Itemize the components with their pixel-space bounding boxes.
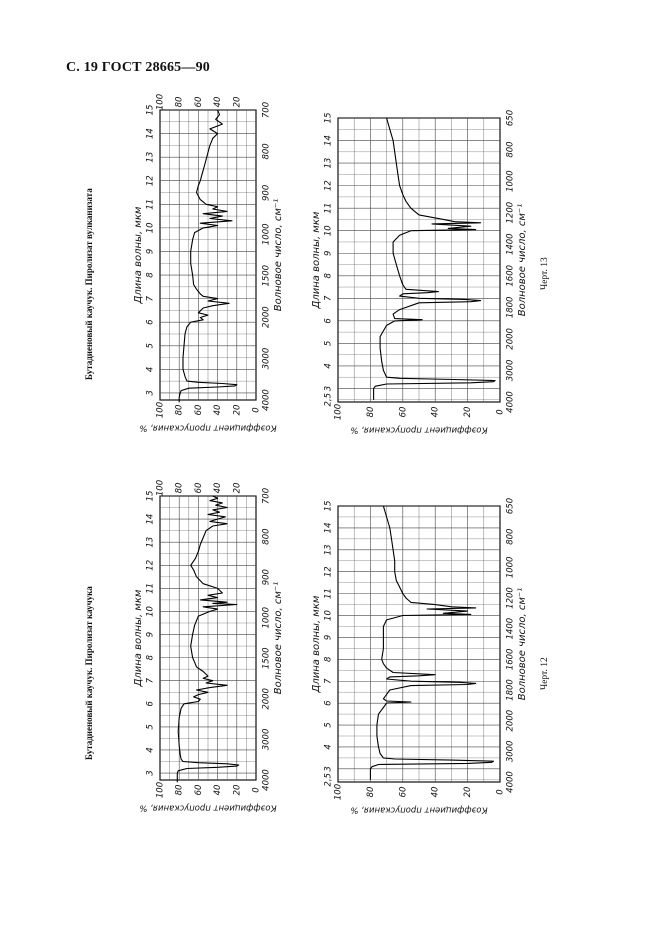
tick-label-transmittance: 40 bbox=[430, 406, 441, 418]
tick-label-wavelength: 5 bbox=[145, 724, 156, 730]
tick-label-wavelength: 14 bbox=[145, 513, 156, 525]
tick-label-transmittance-top: 40 bbox=[213, 482, 224, 494]
tick-label-wavelength: 3 bbox=[145, 390, 156, 396]
tick-label-wavelength: 14 bbox=[323, 522, 334, 534]
tick-label-wavelength: 2,5 bbox=[323, 773, 334, 787]
tick-label-wavenumber: 800 bbox=[505, 141, 516, 158]
tick-label-wavelength: 10 bbox=[145, 606, 156, 617]
chart-c12b bbox=[311, 498, 528, 815]
tick-label-wavelength: 14 bbox=[323, 135, 334, 146]
tick-label-wavenumber: 1800 bbox=[505, 296, 516, 319]
tick-label-wavenumber: 1000 bbox=[505, 170, 516, 192]
tick-label-wavenumber: 700 bbox=[261, 101, 272, 119]
tick-label-transmittance-top: 20 bbox=[232, 96, 243, 108]
axis-title-wavelength: Длина волны, мкм bbox=[133, 589, 144, 687]
tick-label-wavelength: 12 bbox=[323, 180, 334, 192]
tick-label-wavelength: 10 bbox=[323, 225, 334, 237]
axis-title-transmittance: Коэффициент пропускания, % bbox=[139, 802, 277, 813]
tick-label-wavelength: 6 bbox=[145, 701, 156, 707]
tick-label-wavelength: 11 bbox=[145, 582, 156, 594]
tick-label-wavenumber: 4000 bbox=[505, 391, 516, 413]
tick-label-transmittance: 100 bbox=[333, 403, 344, 421]
tick-label-wavelength: 12 bbox=[323, 566, 334, 578]
tick-label-transmittance: 60 bbox=[398, 406, 409, 418]
chart-c13a bbox=[133, 94, 284, 433]
figure-label-13: Черт. 13 bbox=[540, 257, 550, 290]
tick-label-wavenumber: 2000 bbox=[505, 328, 516, 350]
tick-label-wavelength: 9 bbox=[323, 250, 334, 256]
tick-label-wavelength: 8 bbox=[145, 272, 156, 278]
tick-label-transmittance: 80 bbox=[365, 786, 376, 798]
tick-label-wavelength: 10 bbox=[145, 222, 156, 234]
tick-label-wavenumber: 1600 bbox=[505, 648, 516, 671]
tick-label-wavelength: 11 bbox=[323, 588, 334, 600]
axis-title-wavenumber: Волновое число, см⁻¹ bbox=[517, 587, 528, 701]
tick-label-transmittance-top: 40 bbox=[213, 96, 224, 108]
tick-label-wavenumber: 2000 bbox=[505, 709, 516, 732]
tick-label-wavelength: 15 bbox=[323, 112, 334, 124]
tick-label-transmittance: 80 bbox=[365, 406, 376, 418]
axis-title-wavenumber: Волновое число, см⁻¹ bbox=[517, 203, 528, 317]
tick-label-wavelength: 7 bbox=[145, 678, 156, 684]
tick-label-wavelength: 11 bbox=[145, 198, 156, 210]
tick-label-wavelength: 13 bbox=[145, 151, 156, 163]
tick-label-transmittance: 0 bbox=[495, 409, 506, 415]
tick-label-wavenumber: 3000 bbox=[261, 728, 272, 751]
axis-title-transmittance: Коэффициент пропускания, % bbox=[350, 424, 488, 435]
tick-label-wavelength: 5 bbox=[323, 722, 334, 728]
tick-label-wavelength: 7 bbox=[323, 295, 334, 302]
tick-label-wavenumber: 4000 bbox=[505, 771, 516, 793]
tick-label-wavelength: 7 bbox=[145, 295, 156, 302]
tick-label-transmittance: 60 bbox=[193, 404, 204, 416]
tick-label-transmittance-top: 80 bbox=[174, 96, 185, 108]
tick-label-transmittance-top: 60 bbox=[193, 482, 204, 494]
tick-label-transmittance: 40 bbox=[213, 784, 224, 796]
tick-label-wavelength: 14 bbox=[145, 128, 156, 139]
tick-label-wavelength: 15 bbox=[145, 104, 156, 116]
tick-label-transmittance: 20 bbox=[232, 784, 243, 796]
tick-label-wavelength: 7 bbox=[323, 678, 334, 684]
tick-label-transmittance: 100 bbox=[155, 401, 166, 419]
axis-title-wavelength: Длина волны, мкм bbox=[133, 206, 144, 304]
tick-label-transmittance: 40 bbox=[213, 404, 224, 416]
tick-label-wavenumber: 650 bbox=[505, 497, 516, 515]
tick-label-wavelength: 3 bbox=[323, 766, 334, 772]
spectrum-line bbox=[370, 506, 493, 780]
column-title-left: Бутадиеновый каучук. Пиролизат каучука bbox=[84, 586, 94, 760]
column-title-right: Бутадиеновый каучук. Пиролизат вулканизата bbox=[84, 188, 94, 380]
tick-label-wavelength: 3 bbox=[145, 770, 156, 776]
tick-label-wavenumber: 3000 bbox=[505, 359, 516, 382]
tick-label-wavelength: 2,5 bbox=[323, 392, 334, 407]
tick-label-wavenumber: 700 bbox=[261, 487, 272, 505]
tick-label-transmittance: 20 bbox=[463, 786, 474, 798]
tick-label-wavelength: 4 bbox=[323, 363, 334, 369]
tick-label-wavenumber: 1500 bbox=[261, 647, 272, 670]
tick-label-wavenumber: 800 bbox=[505, 528, 516, 545]
tick-label-wavelength: 9 bbox=[323, 634, 334, 641]
tick-label-transmittance-top: 100 bbox=[155, 479, 166, 497]
tick-label-transmittance: 20 bbox=[463, 406, 474, 418]
tick-label-wavenumber: 2000 bbox=[261, 688, 272, 710]
tick-label-wavenumber: 800 bbox=[261, 143, 272, 160]
tick-label-wavelength: 13 bbox=[145, 536, 156, 548]
tick-label-wavenumber: 1400 bbox=[505, 233, 516, 256]
tick-label-wavenumber: 650 bbox=[505, 109, 516, 127]
tick-label-wavenumber: 3000 bbox=[505, 740, 516, 763]
tick-label-wavelength: 8 bbox=[323, 273, 334, 279]
axis-title-transmittance: Коэффициент пропускания, % bbox=[350, 804, 488, 815]
tick-label-wavelength: 9 bbox=[145, 248, 156, 255]
tick-label-transmittance: 60 bbox=[398, 786, 409, 798]
tick-label-wavelength: 9 bbox=[145, 631, 156, 638]
tick-label-wavelength: 8 bbox=[145, 654, 156, 661]
spectrum-line bbox=[374, 118, 496, 400]
tick-label-wavenumber: 1600 bbox=[505, 264, 516, 287]
tick-label-wavelength: 10 bbox=[323, 610, 334, 621]
tick-label-transmittance: 60 bbox=[193, 784, 204, 796]
tick-label-transmittance-top: 100 bbox=[155, 93, 166, 111]
tick-label-wavelength: 3 bbox=[323, 385, 334, 392]
tick-label-transmittance: 40 bbox=[430, 786, 441, 798]
tick-label-wavenumber: 1000 bbox=[261, 606, 272, 629]
axis-title-wavenumber: Волновое число, см⁻¹ bbox=[273, 198, 284, 312]
chart-c12a bbox=[133, 480, 284, 813]
tick-label-wavelength: 8 bbox=[323, 656, 334, 663]
page-header: С. 19 ГОСТ 28665—90 bbox=[66, 60, 210, 75]
tick-label-transmittance: 80 bbox=[174, 404, 185, 416]
axis-title-wavenumber: Волновое число, см⁻¹ bbox=[273, 581, 284, 695]
tick-label-wavelength: 5 bbox=[323, 340, 334, 347]
tick-label-transmittance-top: 60 bbox=[193, 96, 204, 108]
tick-label-transmittance: 100 bbox=[155, 781, 166, 799]
tick-label-wavelength: 15 bbox=[145, 490, 156, 502]
tick-label-transmittance: 0 bbox=[251, 787, 262, 793]
axis-title-wavelength: Длина волны, мкм bbox=[311, 595, 322, 693]
tick-label-wavelength: 4 bbox=[323, 744, 334, 750]
tick-label-wavelength: 13 bbox=[323, 157, 334, 169]
tick-label-transmittance: 20 bbox=[232, 404, 243, 416]
tick-label-wavenumber: 1000 bbox=[261, 223, 272, 246]
tick-label-wavenumber: 2000 bbox=[261, 306, 272, 328]
tick-label-wavenumber: 800 bbox=[261, 528, 272, 545]
tick-label-wavenumber: 900 bbox=[261, 569, 272, 586]
tick-label-wavelength: 6 bbox=[145, 319, 156, 325]
tick-label-wavenumber: 1000 bbox=[505, 556, 516, 579]
tick-label-wavelength: 5 bbox=[145, 343, 156, 349]
tick-label-wavenumber: 1400 bbox=[505, 617, 516, 640]
figure-label-12: Черт. 12 bbox=[540, 657, 550, 690]
tick-label-wavelength: 6 bbox=[323, 318, 334, 324]
tick-label-wavelength: 13 bbox=[323, 544, 334, 556]
tick-label-wavelength: 6 bbox=[323, 700, 334, 706]
tick-label-transmittance: 100 bbox=[333, 783, 344, 801]
tick-label-wavelength: 12 bbox=[145, 559, 156, 571]
tick-label-wavelength: 4 bbox=[145, 366, 156, 373]
axis-title-wavelength: Длина волны, мкм bbox=[311, 211, 322, 309]
tick-label-transmittance: 80 bbox=[174, 784, 185, 796]
tick-label-transmittance: 0 bbox=[495, 789, 506, 795]
tick-label-wavenumber: 1800 bbox=[505, 679, 516, 701]
tick-label-transmittance-top: 80 bbox=[174, 482, 185, 494]
tick-label-wavenumber: 900 bbox=[261, 184, 272, 201]
tick-label-wavelength: 11 bbox=[323, 202, 334, 214]
axis-title-transmittance: Коэффициент пропускания, % bbox=[139, 422, 277, 433]
tick-label-transmittance-top: 20 bbox=[232, 482, 243, 494]
tick-label-wavelength: 15 bbox=[323, 500, 334, 512]
tick-label-wavenumber: 1200 bbox=[505, 587, 516, 609]
tick-label-wavenumber: 4000 bbox=[261, 389, 272, 411]
tick-label-transmittance: 0 bbox=[251, 407, 262, 413]
tick-label-wavelength: 12 bbox=[145, 175, 156, 187]
tick-label-wavenumber: 3000 bbox=[261, 347, 272, 370]
tick-label-wavenumber: 4000 bbox=[261, 769, 272, 791]
chart-c13b bbox=[311, 110, 528, 435]
tick-label-wavenumber: 1200 bbox=[505, 201, 516, 224]
tick-label-wavenumber: 1500 bbox=[261, 264, 272, 287]
tick-label-wavelength: 4 bbox=[145, 747, 156, 753]
